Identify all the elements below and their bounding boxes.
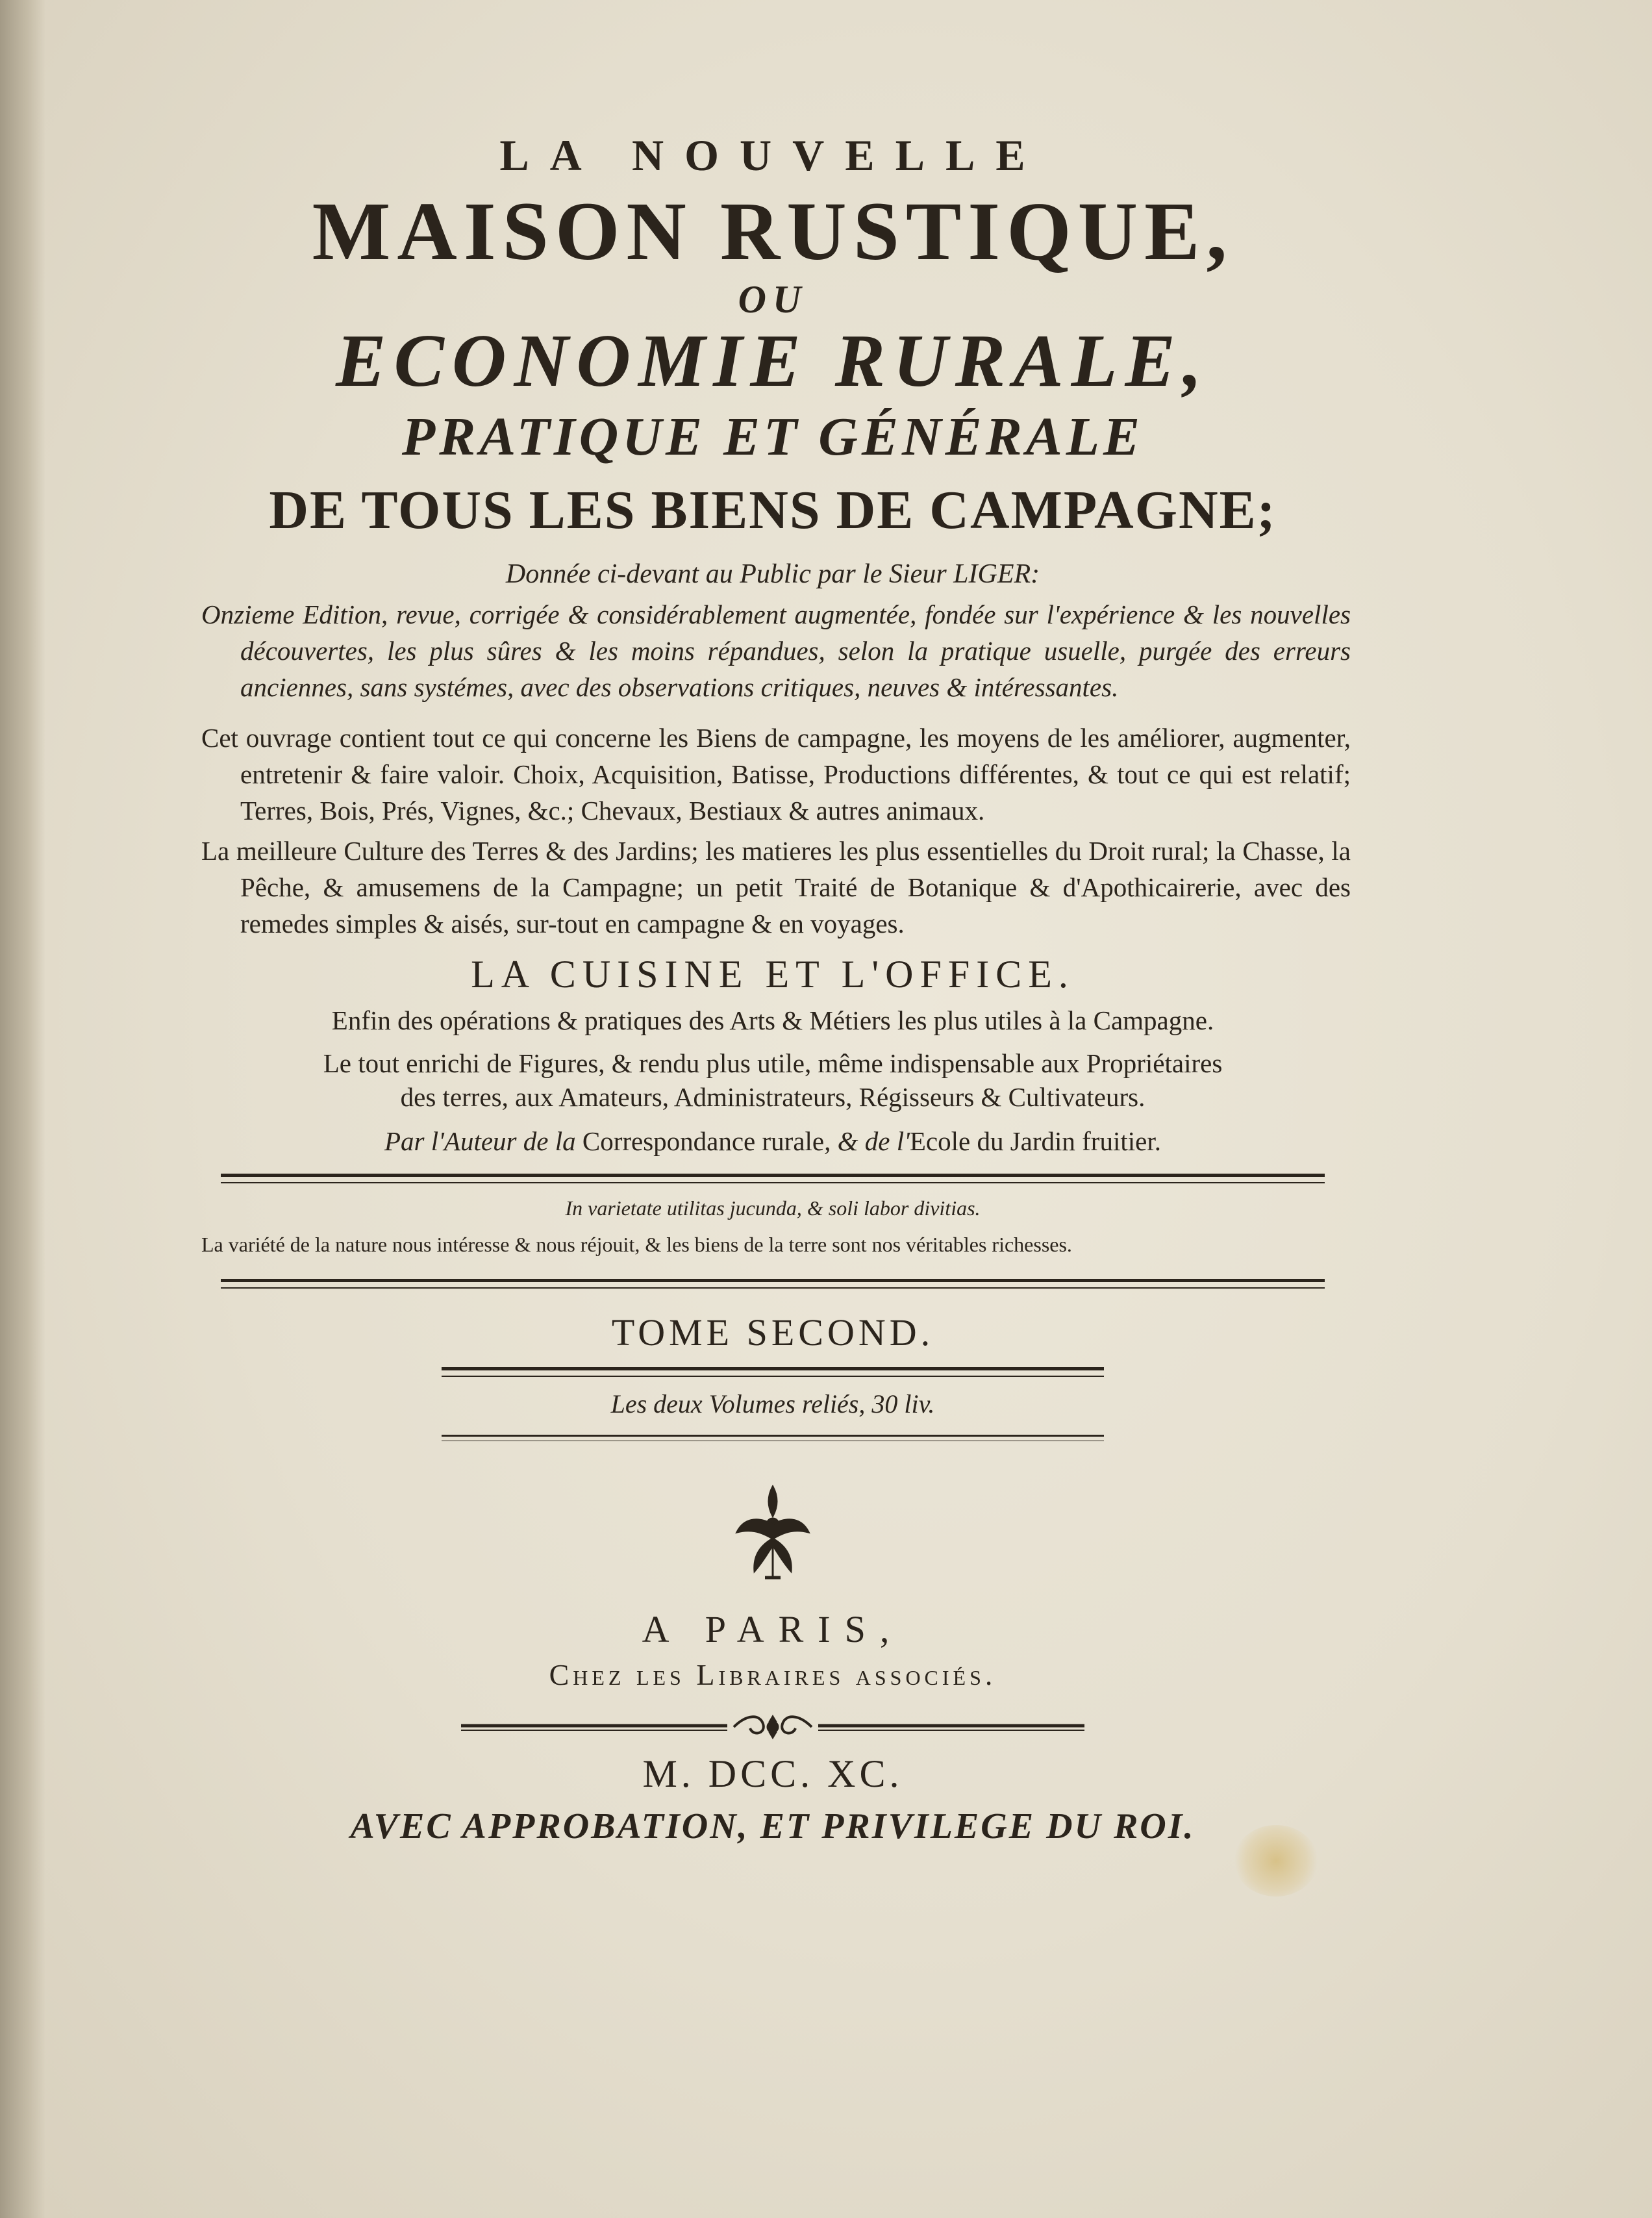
contents-paragraph-2: La meilleure Culture des Terres & des Jardins; les matieres les plus essentielles du Droit rural; la Chasse, la Pêche, & amusemens de la Campagne; un petit Traité de Botanique & d'Apothicairerie, avec des remedes simples & aisés, sur-tout en campagne & en voyages. — [201, 836, 1351, 939]
title-line-pratique-generale: PRATIQUE ET GÉNÉRALE — [401, 407, 1144, 468]
author-credit-part-2: Correspondance rurale — [582, 1126, 825, 1157]
floral-ornament-icon — [727, 1480, 818, 1584]
imprint-place: A PARIS, — [642, 1608, 904, 1651]
imprint-date: M. DCC. XC. — [642, 1752, 903, 1796]
title-line-biens-de-campagne: DE TOUS LES BIENS DE CAMPAGNE; — [269, 480, 1277, 541]
author-credit-part-1: Par l'Auteur de la — [384, 1126, 576, 1157]
short-rule-bottom — [442, 1435, 1104, 1441]
figures-line-2: des terres, aux Amateurs, Administrateurs, Régisseurs & Cultivateurs. — [400, 1082, 1145, 1113]
contents-paragraph-1: Cet ouvrage contient tout ce qui concerne les Biens de campagne, les moyens de les améliorer, augmenter, entretenir & faire valoir. Choix, Acquisition, Batisse, Productions différentes, & tout ce qui est relatif; Terres, Bois, Prés, Vignes, &c.; Chevaux, Bestiaux & autres animaux. — [201, 723, 1351, 826]
title-line-la-nouvelle: LA NOUVELLE — [499, 131, 1046, 180]
cuisine-heading: LA CUISINE ET L'OFFICE. — [471, 953, 1075, 996]
short-rule-top — [442, 1367, 1104, 1377]
title-line-maison-rustique: MAISON RUSTIQUE, — [312, 185, 1234, 277]
author-credit-part-4: Ecole du Jardin fruitier. — [909, 1126, 1161, 1157]
author-credit-line — [195, 1126, 1351, 1157]
title-line-economie-rurale: ECONOMIE RURALE, — [336, 320, 1210, 403]
title-page-content — [195, 130, 1351, 1847]
arts-metiers-line: Enfin des opérations & pratiques des Arts & Métiers les plus utiles à la Campagne. — [331, 1005, 1214, 1036]
figures-line-1: Le tout enrichi de Figures, & rendu plus utile, même indispensable aux Propriétaires — [323, 1048, 1223, 1079]
edition-description: Onzieme Edition, revue, corrigée & considérablement augmentée, fondée sur l'expérience & les nouvelles découvertes, les plus sûres & les moins répandues, selon la pratique usuelle, purgée des erreurs anciennes, sans systémes, avec des observations critiques, neuves & intéressantes. — [201, 599, 1351, 703]
book-gutter-shadow — [0, 0, 45, 2218]
imprint-publisher: Chez les Libraires associés. — [549, 1658, 997, 1692]
scroll-ornament-icon — [455, 1714, 1091, 1740]
double-rule-top — [221, 1174, 1325, 1183]
title-line-ou: OU — [738, 278, 808, 321]
author-attribution: Donnée ci-devant au Public par le Sieur LIGER: — [505, 559, 1040, 590]
volume-label: TOME SECOND. — [611, 1311, 934, 1354]
motto-latin: In varietate utilitas jucunda, & soli labor divitias. — [565, 1196, 981, 1220]
privilege-line: AVEC APPROBATION, ET PRIVILEGE DU ROI. — [350, 1806, 1195, 1847]
figures-line — [195, 1046, 1351, 1114]
author-credit-part-3: , & de l' — [824, 1126, 910, 1157]
double-rule-bottom — [221, 1279, 1325, 1289]
price-line: Les deux Volumes reliés, 30 liv. — [610, 1389, 935, 1419]
motto-french: La variété de la nature nous intéresse & nous réjouit, & les biens de la terre sont nos véritables richesses. — [201, 1233, 1072, 1257]
